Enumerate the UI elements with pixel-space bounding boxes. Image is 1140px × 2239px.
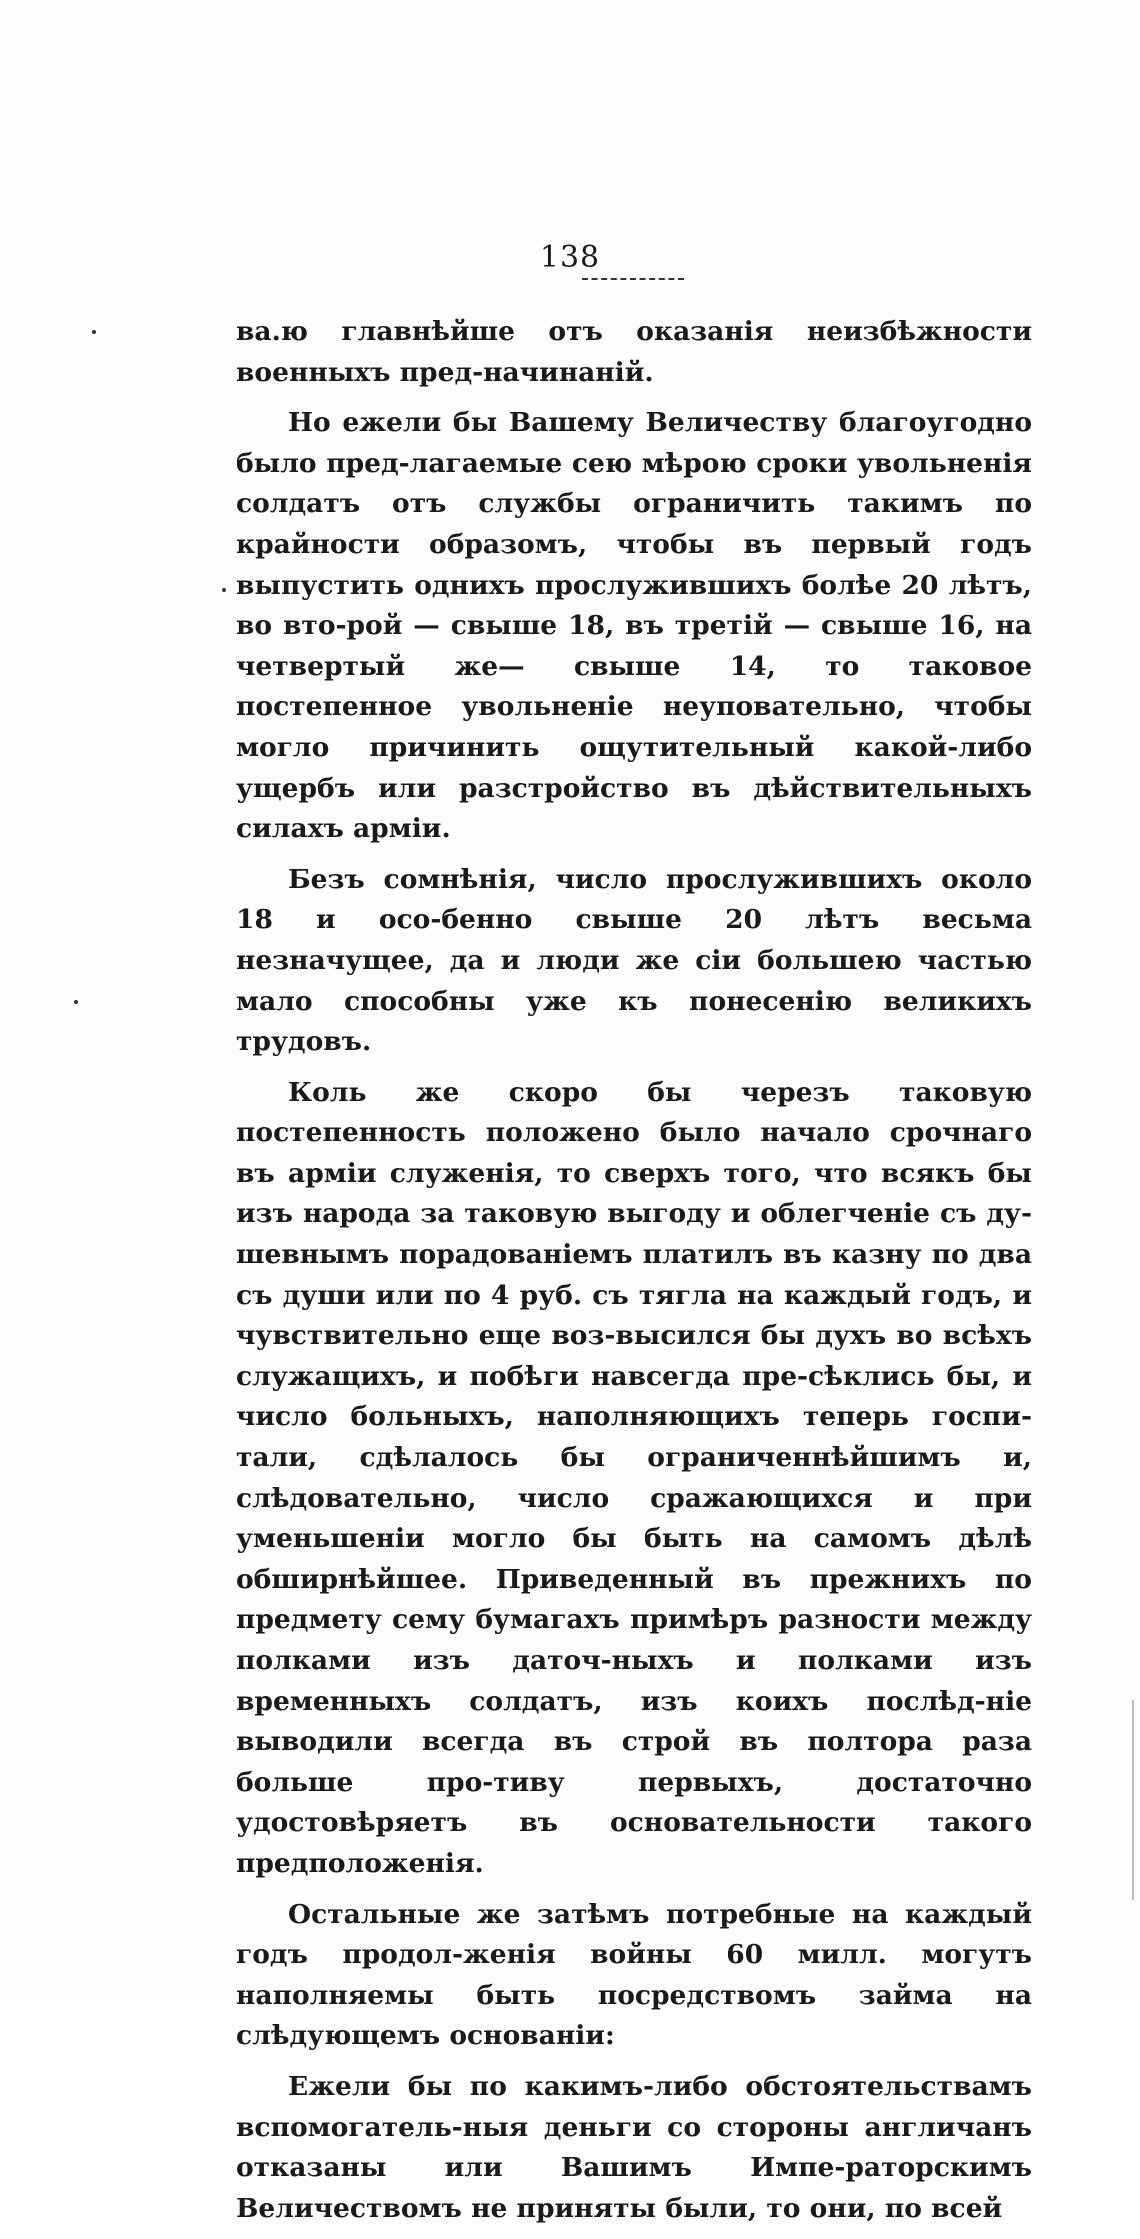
page-number-rule — [582, 278, 684, 280]
scan-speck — [222, 588, 226, 592]
paragraph-3: Безъ сомнѣнія, число прослужившихъ около 18 и осо-бенно свыше 20 лѣтъ весьма незначущее, да и люди же сіи большею частью мало способны уже къ понесенію великихъ трудовъ. — [236, 863, 1032, 1058]
page-number: 138 — [539, 240, 601, 275]
scan-edge-line — [1132, 1700, 1134, 1900]
scan-speck — [92, 330, 96, 334]
paragraph-1: ва.ю главнѣйше отъ оказанія неизбѣжности военныхъ пред-начинаній. — [236, 316, 1032, 388]
paragraph-2: Но ежели бы Вашему Величеству благоугодно было пред-лагаемые сею мѣрою сроки увольненія солдатъ отъ службы ограничить такимъ по крайности образомъ, чтобы въ первый годъ выпустить однихъ прослужившихъ болѣе 20 лѣтъ, во вто-рой — свыше 18, въ третій — свыше 16, на четвертый же— свыше 14, то таковое постепенное увольненіе неуповательно, чтобы могло причинить ощутительный какой-либо ущербъ или разстройство въ дѣйствительныхъ силахъ арміи. — [236, 407, 1032, 845]
paragraph-5: Остальные же затѣмъ потребные на каждый годъ продол-женія войны 60 милл. могутъ наполняемы быть посредствомъ займа на слѣдующемъ основаніи: — [236, 1898, 1032, 2052]
paragraph-6: Ежели бы по какимъ-либо обстоятельствамъ вспомогатель-ныя деньги со стороны англичанъ отказаны или Вашимъ Импе-раторскимъ Величествомъ не приняты были, то они, по всей — [236, 2070, 1032, 2224]
scan-speck — [74, 1000, 78, 1004]
paragraph-4: Коль же скоро бы черезъ таковую постепенность положено было начало срочнаго въ арміи служенія, то сверхъ того, что всякъ бы изъ народа за таковую выгоду и облегченіе съ ду-шевнымъ порадованіемъ платилъ въ казну по два съ души или по 4 руб. съ тягла на каждый годъ, и чувствительно еще воз-высился бы духъ во всѣхъ служащихъ, и побѣги навсегда пре-сѣклись бы, и число больныхъ, наполняющихъ теперь госпи-тали, сдѣлалось бы ограниченнѣйшимъ и, слѣдовательно, число сражающихся и при уменьшеніи могло бы быть на самомъ дѣлѣ обширнѣйшее. Приведенный въ прежнихъ по предмету сему бумагахъ примѣръ разности между полками изъ даточ-ныхъ и полками изъ временныхъ солдатъ, изъ коихъ послѣд-ніе выводили всегда въ строй въ полтора раза больше про-тиву первыхъ, достаточно удостовѣряетъ въ основательности такого предположенія. — [236, 1076, 1032, 1879]
body-text — [236, 312, 1032, 2239]
